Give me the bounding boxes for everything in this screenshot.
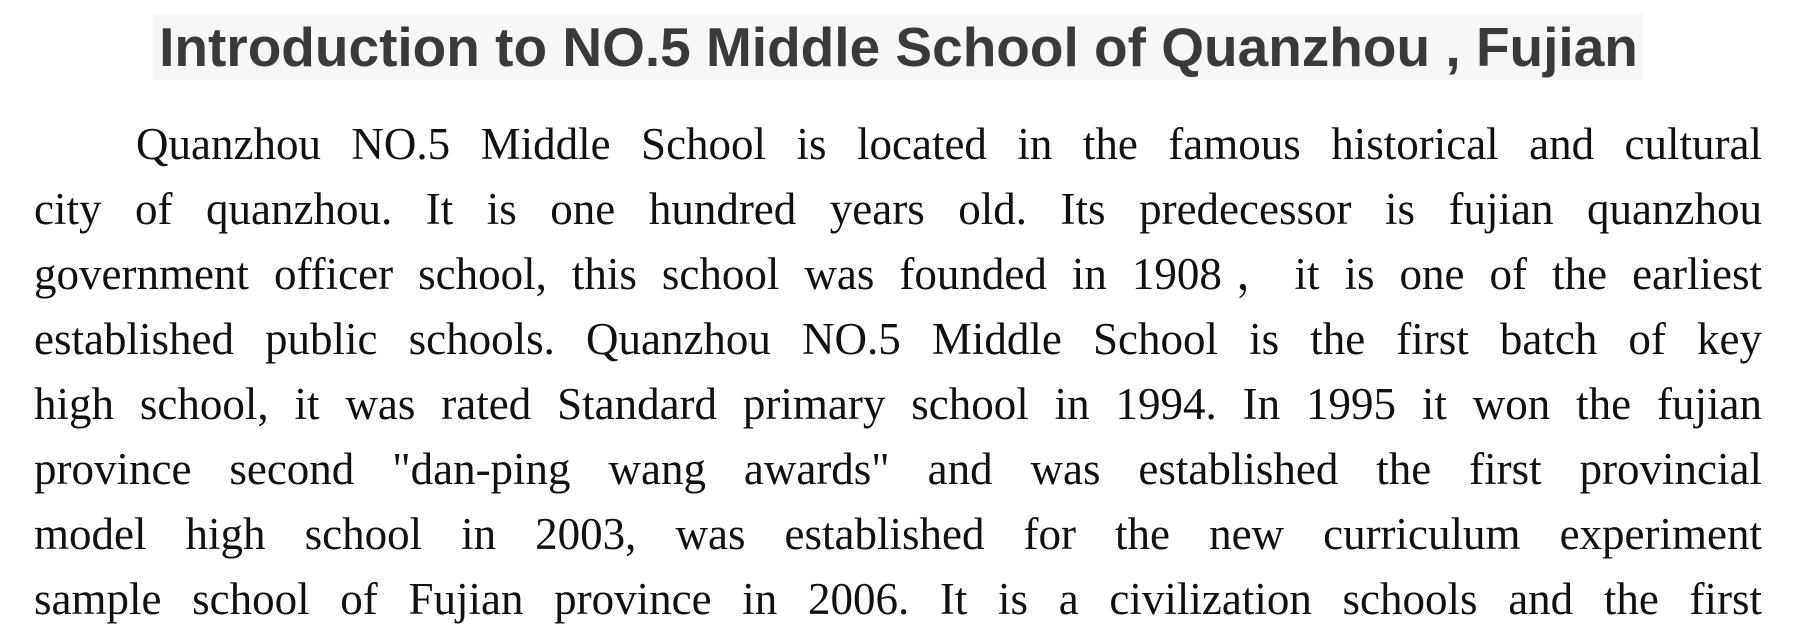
paragraph-line-8: sample school of Fujian province in 2006. It is a civilization schools and the first — [34, 574, 1762, 624]
paragraph-line-4: established public schools. Quanzhou NO.5 Middle School is the first batch of key — [34, 314, 1762, 364]
paragraph-line-6: province second "dan-ping wang awards" and was established the first provincial — [34, 444, 1762, 494]
paragraph-line-1: Quanzhou NO.5 Middle School is located in the famous historical and cultural — [136, 119, 1762, 169]
document-title: Introduction to NO.5 Middle School of Quanzhou , Fujian — [153, 14, 1644, 80]
body-paragraph — [34, 112, 1762, 632]
paragraph-line-5: high school, it was rated Standard primary school in 1994. In 1995 it won the fujian — [34, 379, 1762, 429]
paragraph-line-7: model high school in 2003, was established for the new curriculum experiment — [34, 509, 1762, 559]
paragraph-line-2: city of quanzhou. It is one hundred years old. Its predecessor is fujian quanzhou — [34, 184, 1762, 234]
paragraph-line-3: government officer school, this school was founded in 1908，it is one of the earliest — [34, 249, 1762, 299]
title-container — [0, 14, 1797, 80]
